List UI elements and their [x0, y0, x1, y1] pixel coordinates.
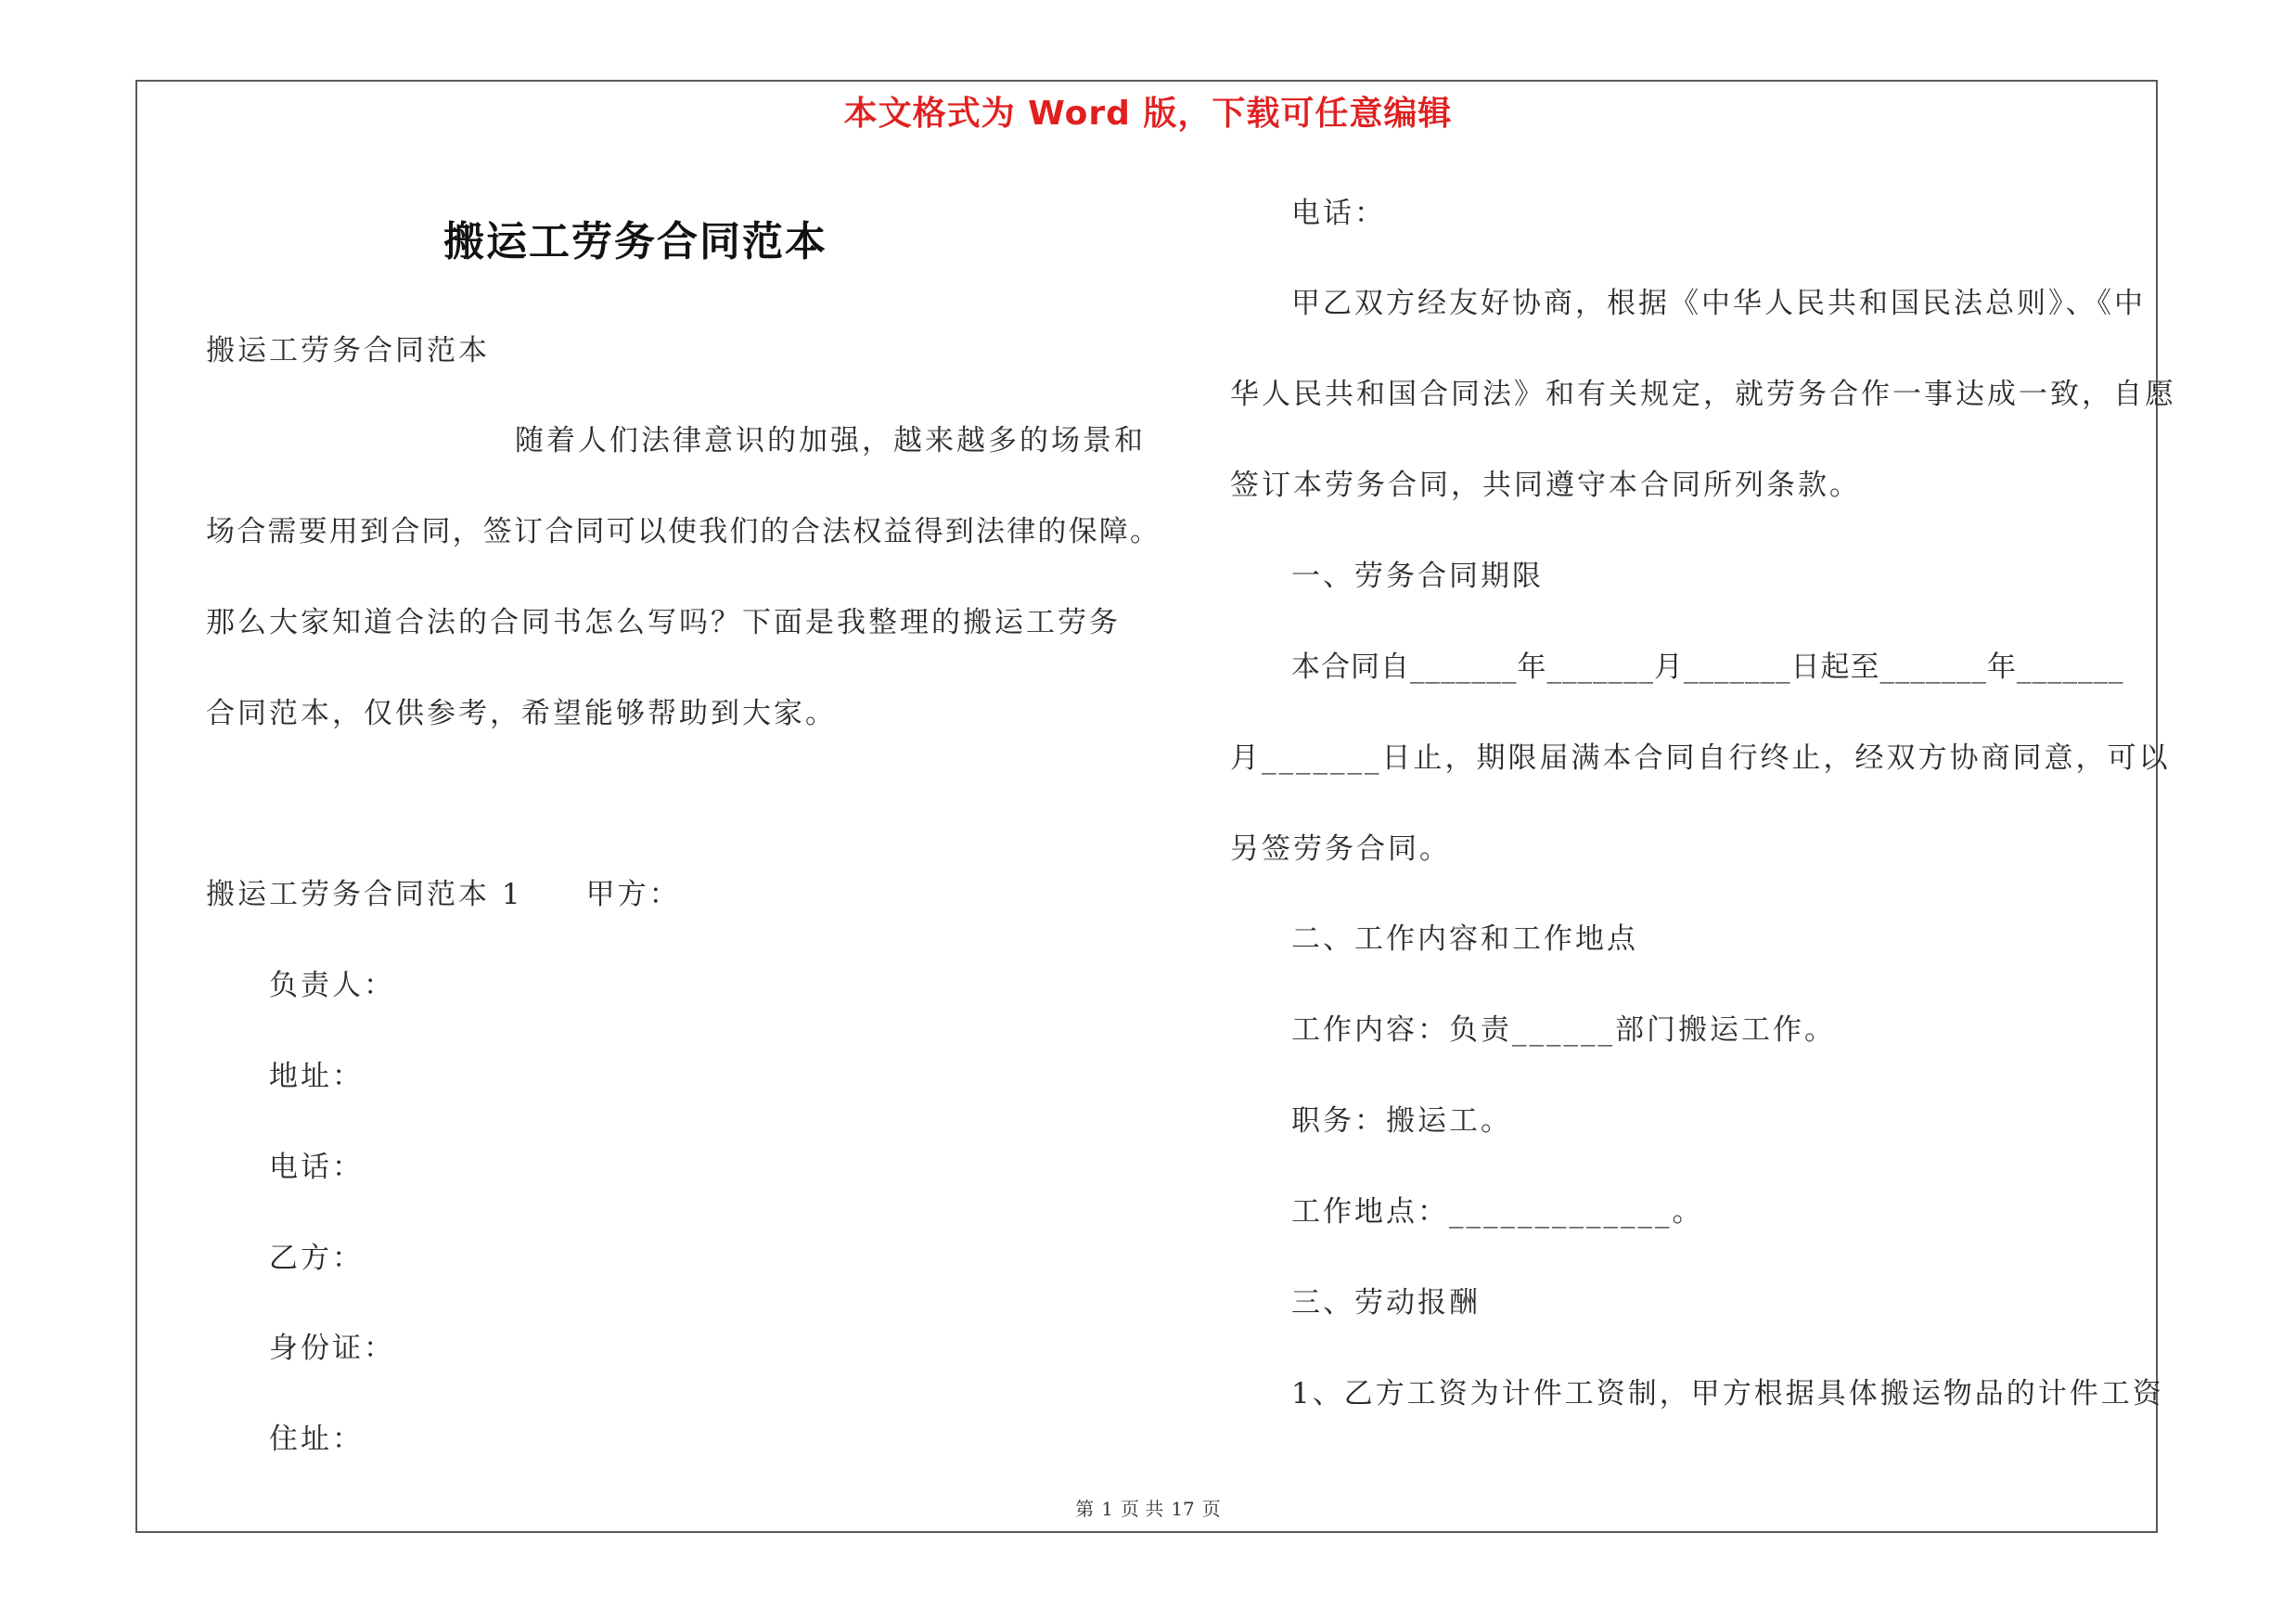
right-line: 签订本劳务合同，共同遵守本合同所列条款。 [1230, 469, 1861, 502]
right-line: 电话： [1291, 197, 1386, 230]
right-line: 工作内容：负责______部门搬运工作。 [1291, 1013, 1836, 1047]
page-label-suffix: 页 [1201, 1498, 1221, 1520]
total-pages: 17 [1171, 1498, 1195, 1520]
page-label-mid: 页 共 [1120, 1498, 1164, 1520]
right-line: 工作地点：_____________。 [1291, 1195, 1704, 1229]
right-line: 月_______日止，期限届满本合同自行终止，经双方协商同意，可以 [1230, 741, 2171, 775]
left-line: 住址： [269, 1423, 364, 1456]
document-title: 搬运工劳务合同范本 [443, 218, 827, 265]
left-line: 搬运工劳务合同范本 1 甲方： [206, 878, 681, 911]
left-line: 身份证： [269, 1332, 395, 1365]
right-line: 另签劳务合同。 [1230, 832, 1451, 866]
page-number: 1 [1101, 1498, 1113, 1520]
right-line: 一、劳务合同期限 [1291, 560, 1544, 593]
right-line: 本合同自_______年_______月_______日起至_______年_______ [1291, 650, 2124, 684]
right-line: 华人民共和国合同法》和有关规定，就劳务合作一事达成一致，自愿 [1230, 378, 2176, 411]
page-counter [0, 1494, 2296, 1521]
right-line: 甲乙双方经友好协商，根据《中华人民共和国民法总则》、《中 [1291, 287, 2146, 320]
right-line: 三、劳动报酬 [1291, 1286, 1481, 1320]
page-label-prefix: 第 [1075, 1498, 1095, 1520]
left-line: 负责人： [269, 969, 395, 1002]
left-line: 随着人们法律意识的加强，越来越多的场景和 [515, 424, 1146, 457]
left-line: 搬运工劳务合同范本 [206, 334, 490, 367]
right-line: 二、工作内容和工作地点 [1291, 922, 1638, 956]
left-line: 地址： [269, 1060, 364, 1093]
left-line: 场合需要用到合同，签订合同可以使我们的合法权益得到法律的保障。 [206, 515, 1161, 548]
left-line: 电话： [269, 1151, 364, 1184]
left-line: 合同范本，仅供参考，希望能够帮助到大家。 [206, 697, 837, 730]
left-line: 那么大家知道合法的合同书怎么写吗？下面是我整理的搬运工劳务 [206, 606, 1121, 639]
right-line: 1、乙方工资为计件工资制，甲方根据具体搬运物品的计件工资 [1291, 1377, 2164, 1410]
right-line: 职务：搬运工。 [1291, 1104, 1512, 1138]
left-line: 乙方： [269, 1242, 364, 1275]
word-format-banner: 本文格式为 Word 版，下载可任意编辑 [843, 95, 1453, 133]
